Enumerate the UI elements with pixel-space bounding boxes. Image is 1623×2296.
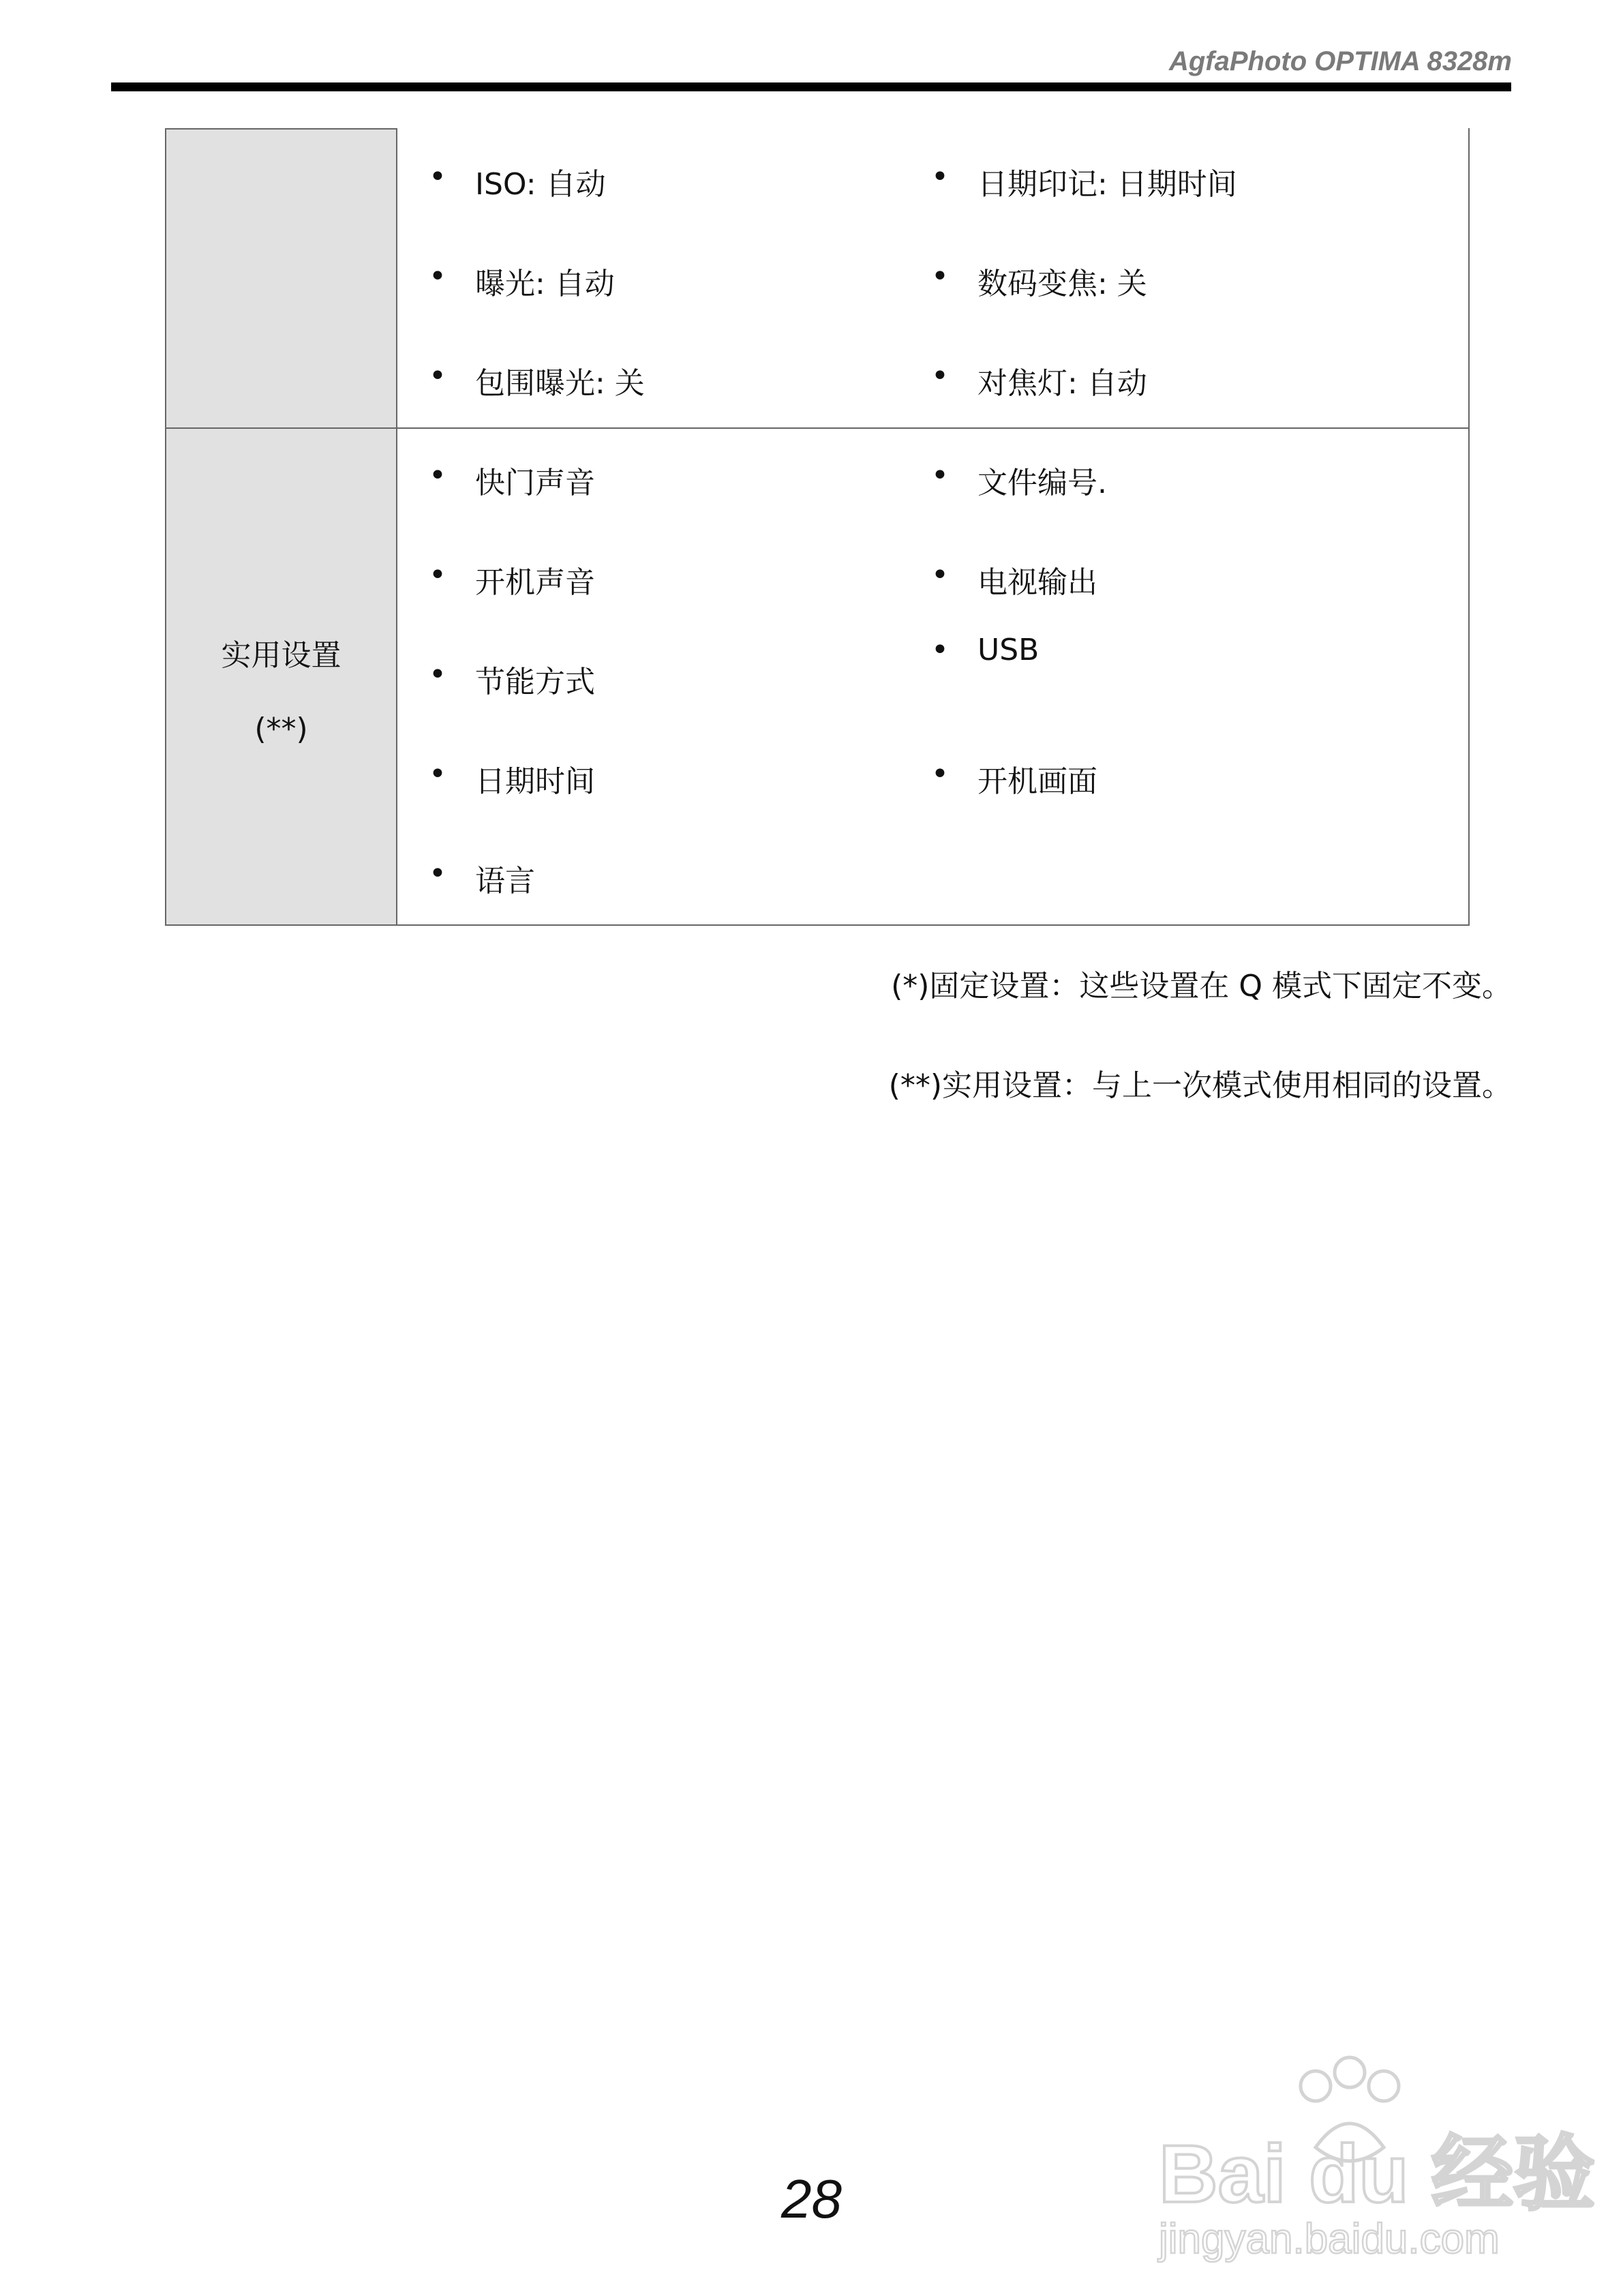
list-item: • 对焦灯: 自动	[931, 359, 1147, 401]
footnote-utility-settings: (**)实用设置：与上一次模式使用相同的设置。	[888, 1068, 1512, 1103]
bullet-icon: •	[931, 458, 949, 493]
list-item: • 数码变焦: 关	[931, 259, 1147, 301]
row1-label-cell	[165, 128, 397, 429]
baidu-watermark-logo	[1145, 2045, 1596, 2263]
bullet-icon: •	[429, 657, 446, 692]
bullet-icon: •	[931, 259, 949, 294]
bullet-icon: •	[931, 757, 949, 791]
row2-title: 实用设置	[221, 638, 342, 673]
footnote-fixed-settings: (*)固定设置：这些设置在 Q 模式下固定不变。	[891, 969, 1512, 1003]
settings-table	[165, 128, 1470, 926]
bullet-icon: •	[931, 558, 949, 592]
list-item: • 曝光: 自动	[429, 259, 615, 301]
bullet-icon: •	[429, 458, 446, 493]
list-item: • 日期印记: 日期时间	[931, 160, 1237, 202]
bullet-icon: •	[429, 757, 446, 791]
bullet-icon: •	[429, 558, 446, 592]
bullet-icon: •	[429, 856, 446, 891]
list-item: • 语言	[429, 856, 535, 898]
bullet-icon: •	[429, 259, 446, 294]
list-item: • ISO: 自动	[429, 160, 606, 202]
page-number: 28	[781, 2169, 842, 2229]
list-item: • 开机画面	[931, 757, 1097, 799]
list-item: • 开机声音	[429, 558, 595, 600]
row2-title-note: (**)	[254, 712, 308, 746]
bullet-icon: •	[931, 160, 949, 194]
bullet-icon: •	[429, 160, 446, 194]
header-title: AgfaPhoto OPTIMA 8328m	[1168, 46, 1512, 76]
header-rule	[111, 82, 1511, 91]
bullet-icon: •	[429, 359, 446, 393]
list-item: • 文件编号.	[931, 458, 1107, 500]
list-item: • 包围曝光: 关	[429, 359, 645, 401]
list-item: • 节能方式	[429, 657, 595, 699]
list-item: • USB	[931, 633, 1040, 667]
watermark-url: jingyan.baidu.com	[1159, 2216, 1500, 2263]
bullet-icon: •	[931, 359, 949, 393]
watermark-logo-text: Bai du 经验	[1159, 2128, 1596, 2220]
list-item: • 日期时间	[429, 757, 595, 799]
bullet-icon: •	[931, 633, 949, 667]
list-item: • 电视输出	[931, 558, 1097, 600]
list-item: • 快门声音	[429, 458, 595, 500]
